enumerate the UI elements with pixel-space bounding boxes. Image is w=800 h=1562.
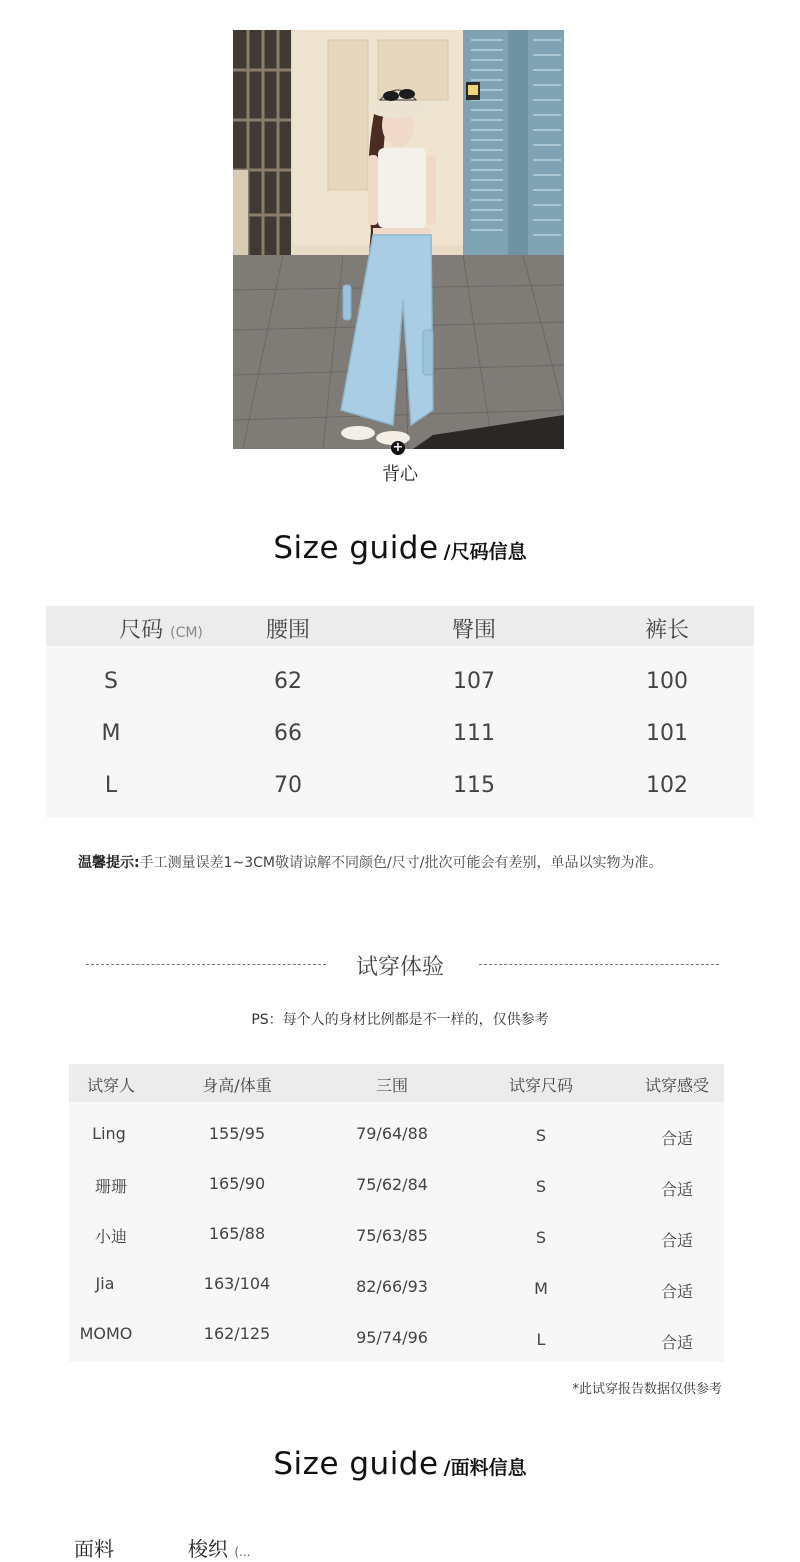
- fabric-guide-title: [0, 1446, 800, 1482]
- fabric-guide-title-cn: /面料信息: [443, 1457, 527, 1479]
- size-cell: 100: [646, 669, 688, 694]
- tryon-cell: 155/95: [208, 1124, 266, 1143]
- plus-icon[interactable]: +: [392, 440, 404, 455]
- fabric-value: [188, 1533, 250, 1562]
- product-photo: [233, 30, 564, 449]
- tryon-ps: PS：每个人的身材比例都是不一样的，仅供参考: [251, 1012, 549, 1028]
- size-header-size-label: 尺码: [119, 618, 164, 643]
- tryon-header: 试穿感受: [644, 1076, 709, 1095]
- size-cell: S: [104, 669, 118, 694]
- size-cell: L: [104, 773, 118, 798]
- tryon-cell: 165/90: [208, 1174, 266, 1193]
- tryon-cell: 79/64/88: [356, 1124, 428, 1143]
- tryon-cell: 合适: [660, 1282, 693, 1301]
- measurement-tip: [78, 852, 662, 872]
- tryon-cell: S: [535, 1177, 547, 1196]
- tryon-cell: 合适: [660, 1333, 693, 1352]
- tryon-header: 试穿人: [86, 1076, 135, 1095]
- tryon-cell: 75/62/84: [356, 1175, 428, 1194]
- size-header-waist: 腰围: [265, 618, 310, 643]
- size-guide-title: [0, 530, 800, 566]
- tryon-cell: 小迪: [94, 1227, 127, 1246]
- tryon-cell: 珊珊: [94, 1177, 127, 1196]
- size-cell: 62: [274, 669, 302, 694]
- tryon-header: 身高/体重: [202, 1076, 272, 1095]
- size-cell: M: [101, 721, 121, 746]
- tryon-table: [69, 1064, 724, 1362]
- tryon-header: 三围: [375, 1076, 408, 1095]
- size-table: [46, 606, 754, 818]
- tryon-cell: 162/125: [203, 1324, 271, 1343]
- tryon-cell: 合适: [660, 1180, 693, 1199]
- tryon-cell: 75/63/85: [356, 1226, 428, 1245]
- divider-right: [479, 964, 719, 965]
- size-cell: 70: [274, 773, 302, 798]
- tip-text: 手工测量误差1~3CM敬请谅解不同颜色/尺寸/批次可能会有差别，单品以实物为准。: [139, 855, 663, 871]
- tryon-cell: S: [535, 1126, 547, 1145]
- size-guide-title-cn: /尺码信息: [443, 541, 527, 563]
- tryon-cell: Ling: [92, 1124, 126, 1143]
- size-cell: 107: [453, 669, 495, 694]
- fabric-guide-title-en: Size guide: [273, 1446, 439, 1482]
- size-header-length: 裤长: [644, 618, 689, 643]
- tryon-cell: MOMO: [79, 1324, 133, 1343]
- photo-label: 背心: [382, 464, 418, 485]
- tryon-cell: M: [534, 1279, 548, 1298]
- tryon-cell: 82/66/93: [356, 1277, 428, 1296]
- tryon-cell: S: [535, 1228, 547, 1247]
- size-cell: 101: [646, 721, 688, 746]
- fabric-label: 面料: [74, 1537, 114, 1561]
- tryon-cell: Jia: [95, 1274, 115, 1293]
- tryon-note: *此试穿报告数据仅供参考: [572, 1382, 722, 1397]
- tryon-header: 试穿尺码: [508, 1076, 573, 1095]
- tryon-cell: 合适: [660, 1231, 693, 1250]
- fabric-value-note: (...: [234, 1545, 251, 1559]
- tryon-title: 试穿体验: [355, 955, 444, 980]
- tip-lead: 温馨提示:: [78, 855, 140, 871]
- size-cell: 115: [453, 773, 495, 798]
- tryon-cell: L: [536, 1330, 546, 1349]
- size-header-hip: 臀围: [451, 618, 496, 643]
- size-header-unit: (CM): [170, 625, 203, 641]
- fabric-value-text: 梭织: [188, 1537, 228, 1561]
- size-cell: 111: [453, 721, 495, 746]
- size-guide-title-en: Size guide: [273, 530, 439, 566]
- size-cell: 102: [646, 773, 688, 798]
- tryon-cell: 165/88: [208, 1224, 266, 1243]
- tryon-cell: 合适: [660, 1129, 693, 1148]
- tryon-cell: 95/74/96: [356, 1328, 428, 1347]
- size-cell: 66: [274, 721, 302, 746]
- tryon-cell: 163/104: [203, 1274, 271, 1293]
